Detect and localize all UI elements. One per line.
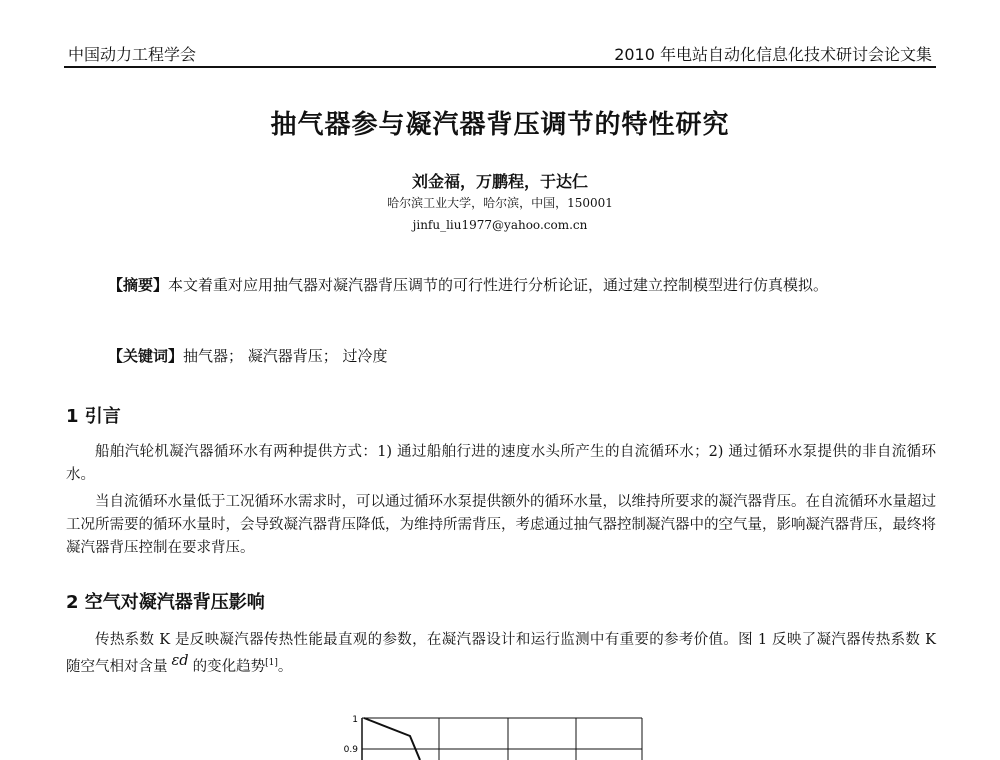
- figure-1-chart: [340, 708, 660, 760]
- running-header-left: 中国动力工程学会: [68, 45, 197, 64]
- abstract: [108, 272, 898, 298]
- section-heading-1: 1 引言: [66, 406, 121, 427]
- section-1-paragraph-1: 船舶汽轮机凝汽器循环水有两种提供方式：1) 通过船舶行进的速度水头所产生的自流循环水；2) 通过循环水泵提供的非自流循环水。: [66, 444, 936, 483]
- keywords-label: 【关键词】: [108, 347, 184, 365]
- section-2-period: 。: [277, 658, 293, 675]
- epsilon-symbol: εd: [171, 652, 189, 669]
- keywords: [108, 345, 388, 366]
- affiliation: 哈尔滨工业大学，哈尔滨，中国，150001: [387, 196, 613, 210]
- y-tick-label-0.9: 0.9: [343, 745, 358, 755]
- author-email: jinfu_liu1977@yahoo.com.cn: [412, 218, 588, 232]
- abstract-label: 【摘要】: [108, 276, 169, 294]
- section-2-text-tail: 的变化趋势: [192, 658, 266, 675]
- keywords-text: 抽气器； 凝汽器背压； 过冷度: [183, 347, 388, 365]
- section-2-text: 传热系数 K 是反映凝汽器传热性能最直观的参数，在凝汽器设计和运行监测中有重要的参考价值。图 1 反映了凝汽器传热系数 K 随空气相对含量: [66, 632, 936, 675]
- k-curve: [364, 718, 420, 760]
- section-1-paragraph-2: 当自流循环水量低于工况循环水需求时，可以通过循环水泵提供额外的循环水量，以维持所要求的凝汽器背压。在自流循环水量超过工况所需要的循环水量时，会导致凝汽器背压降低，为维持所需背压，考虑通过抽气器控制凝汽器中的空气量，影响凝汽器背压，最终将凝汽器背压控制在要求背压。: [66, 494, 936, 556]
- running-header-right: 2010 年电站自动化信息化技术研讨会论文集: [614, 45, 932, 64]
- section-heading-2: 2 空气对凝汽器背压影响: [66, 592, 265, 613]
- header-rule: [64, 66, 936, 68]
- y-tick-label-1: 1: [352, 715, 358, 725]
- citation-ref: [1]: [265, 658, 278, 668]
- section-2-paragraph-1: [66, 629, 936, 679]
- authors: 刘金福，万鹏程，于达仁: [411, 172, 588, 191]
- abstract-text: 本文着重对应用抽气器对凝汽器背压调节的可行性进行分析论证，通过建立控制模型进行仿真模拟。: [168, 276, 829, 294]
- paper-title: 抽气器参与凝汽器背压调节的特性研究: [270, 110, 730, 140]
